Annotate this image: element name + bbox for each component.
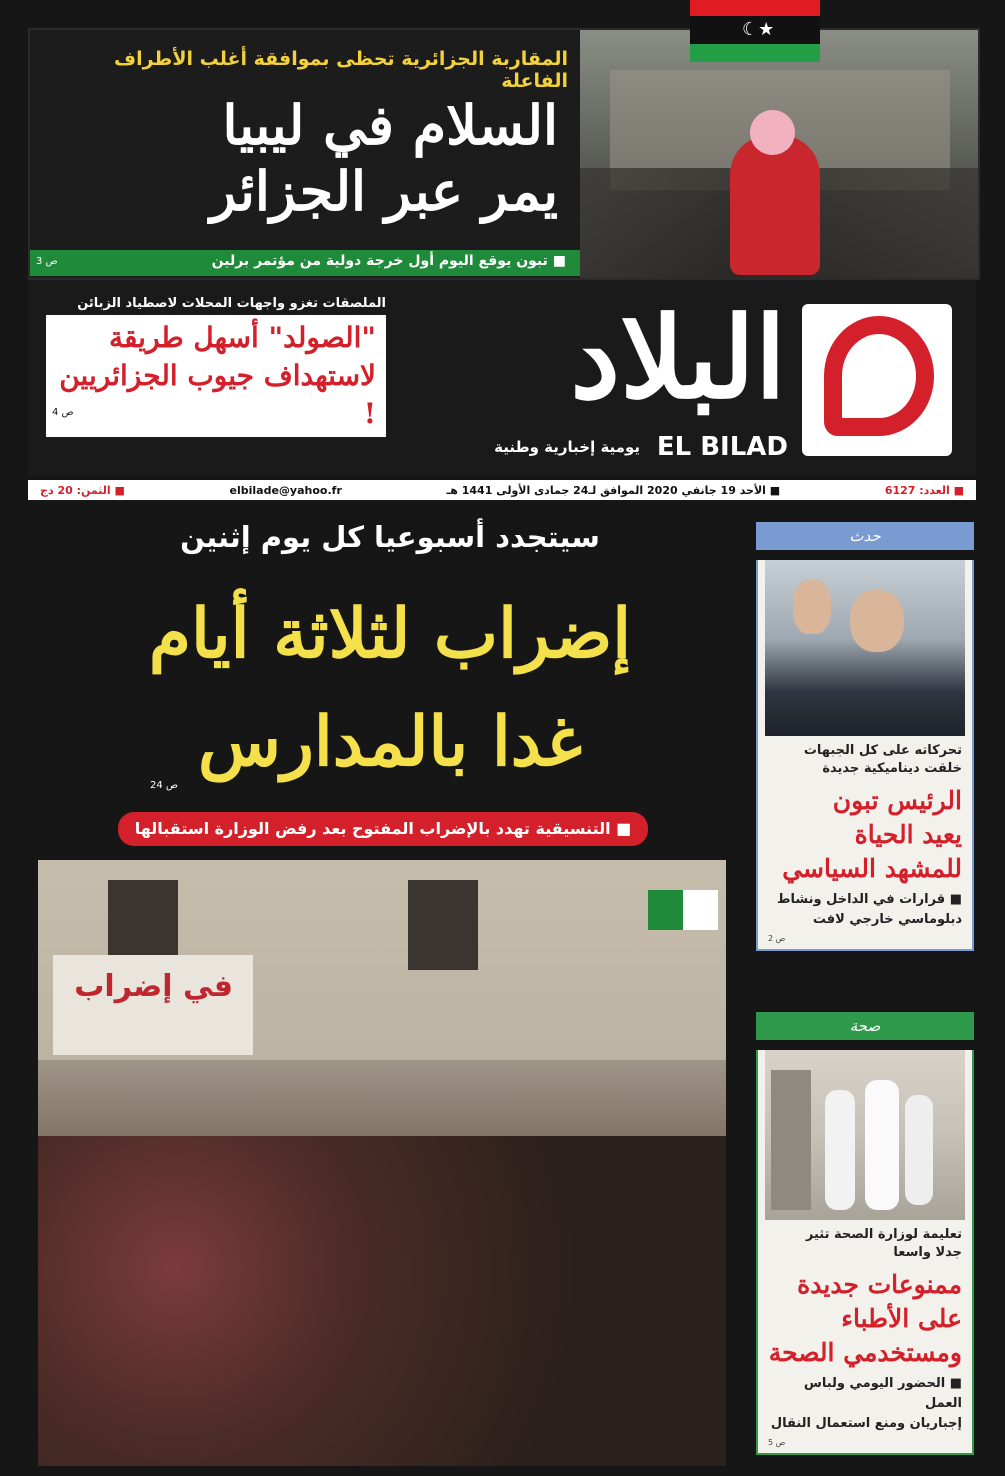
headline-line: للمشهد السياسي bbox=[782, 854, 962, 883]
headline-line: يعيد الحياة bbox=[854, 820, 962, 849]
main-headline-line2: غدا بالمدارس bbox=[198, 702, 582, 782]
top-story bbox=[28, 28, 980, 280]
photo-doctor bbox=[905, 1095, 933, 1205]
top-page-ref: ص 3 bbox=[36, 256, 58, 267]
main-subhead-pill: ■ التنسيقية تهدد بالإضراب المفتوح بعد رفض الوزارة استقبالها bbox=[118, 812, 648, 846]
photo-door bbox=[771, 1070, 811, 1210]
top-bar-text: ■ تبون يوقع اليوم أول خرجة دولية من مؤتمر برلين bbox=[211, 253, 566, 269]
headline-line: ومستخدمي الصحة bbox=[768, 1338, 962, 1367]
sidebar-health-bullet bbox=[758, 1374, 972, 1434]
photo-girl bbox=[730, 135, 820, 275]
photo-crowd bbox=[38, 1136, 726, 1466]
promo-headline-line2: لاستهداف جيوب الجزائريين ! bbox=[59, 359, 376, 430]
libya-flag-icon: ☾★ bbox=[690, 0, 820, 62]
sidebar-event-headline bbox=[758, 778, 972, 890]
sidebar-health-headline bbox=[758, 1262, 972, 1374]
photo-doctor bbox=[825, 1090, 855, 1210]
issue-date: ■ الأحد 19 جانفي 2020 الموافق لـ24 جمادى الأولى 1441 هـ bbox=[446, 483, 781, 497]
main-headline-line1: إضراب لثلاثة أيام bbox=[148, 594, 632, 674]
president-photo bbox=[765, 560, 965, 736]
sidebar-event-tab: حدث bbox=[756, 522, 974, 550]
issue-price: ■ الثمن: 20 دج bbox=[40, 483, 125, 497]
promo-headline-line1: "الصولد" أسهل طريقة bbox=[108, 321, 376, 354]
sidebar-health-box bbox=[756, 1050, 974, 1455]
main-headline bbox=[30, 580, 750, 796]
logo-english: EL BILAD bbox=[656, 432, 788, 462]
headline-line: على الأطباء bbox=[841, 1304, 962, 1333]
sidebar-health-tab: صحة bbox=[756, 1012, 974, 1040]
sidebar-health-page-ref: ص 5 bbox=[768, 1438, 786, 1447]
strike-photo bbox=[38, 860, 726, 1466]
logo-tagline: يومية إخبارية وطنية bbox=[494, 438, 640, 456]
promo-headline bbox=[46, 315, 386, 437]
main-page-ref: ص 24 bbox=[150, 780, 179, 791]
sidebar-event-kicker bbox=[758, 742, 972, 778]
bullet-line: ■ قرارات في الداخل ونشاط bbox=[777, 892, 962, 907]
algeria-flag-icon bbox=[648, 890, 718, 930]
top-headline-line2: يمر عبر الجزائر bbox=[210, 159, 558, 223]
sidebar-health bbox=[756, 1012, 974, 1455]
promo-page-ref: ص 4 bbox=[52, 407, 74, 418]
masthead bbox=[28, 280, 976, 476]
top-headline-line1: السلام في ليبيا bbox=[222, 93, 558, 157]
photo-face bbox=[850, 590, 904, 652]
banner-text: في إضراب bbox=[74, 969, 233, 1004]
issue-number: ■ العدد: 6127 bbox=[884, 483, 964, 497]
top-kicker: المقاربة الجزائرية تحظى بموافقة أغلب الأطراف الفاعلة bbox=[114, 48, 568, 92]
photo-doctor bbox=[865, 1080, 899, 1210]
doctors-photo bbox=[765, 1050, 965, 1220]
kicker-line: تعليمة لوزارة الصحة تثير bbox=[805, 1227, 962, 1242]
kicker-line: تحركاته على كل الجبهات bbox=[803, 743, 962, 758]
sidebar-event-page-ref: ص 2 bbox=[768, 934, 786, 943]
logo-icon bbox=[802, 304, 952, 456]
kicker-line: خلقت ديناميكية جديدة bbox=[822, 761, 962, 776]
kicker-line: جدلا واسعا bbox=[893, 1245, 962, 1260]
sidebar-health-kicker bbox=[758, 1226, 972, 1262]
top-green-bar bbox=[30, 250, 580, 276]
sidebar-event-box bbox=[756, 560, 974, 951]
sidebar-event-bullet bbox=[758, 890, 972, 930]
libya-photo bbox=[580, 30, 978, 278]
promo-kicker: الملصقات تغزو واجهات المحلات لاصطياد الزبائن bbox=[77, 296, 386, 311]
headline-line: ممنوعات جديدة bbox=[797, 1270, 962, 1299]
info-bar bbox=[28, 480, 976, 500]
bullet-line: إجباريان ومنع استعمال النقال bbox=[770, 1416, 962, 1431]
top-headline bbox=[48, 92, 558, 224]
sidebar-event bbox=[756, 522, 974, 951]
headline-line: الرئيس تبون bbox=[832, 786, 962, 815]
bullet-line: دبلوماسي خارجي لافت bbox=[812, 912, 962, 927]
main-kicker: سيتجدد أسبوعيا كل يوم إثنين bbox=[180, 520, 600, 554]
photo-window bbox=[408, 880, 478, 970]
logo-arabic: البلاد bbox=[570, 293, 786, 424]
promo-story bbox=[46, 296, 386, 446]
photo-girl-head bbox=[750, 110, 795, 155]
bullet-line: ■ الحضور اليومي ولباس العمل bbox=[803, 1376, 962, 1411]
photo-hand bbox=[793, 580, 831, 634]
photo-banner bbox=[53, 955, 253, 1055]
contact-email: elbilade@yahoo.fr bbox=[229, 483, 342, 497]
